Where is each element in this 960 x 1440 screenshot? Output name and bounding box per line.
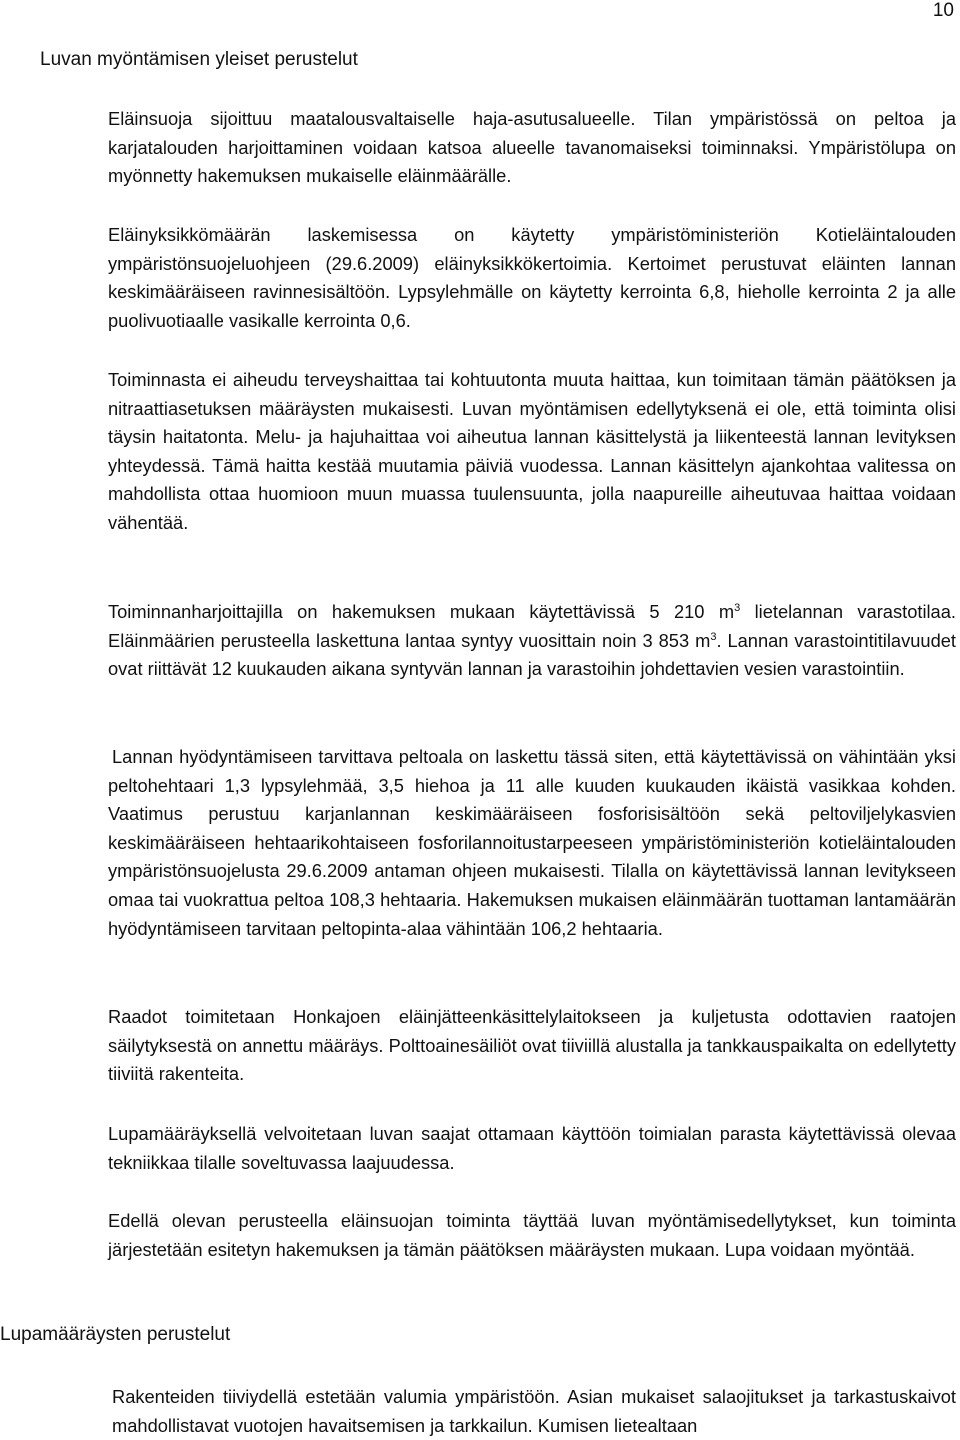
paragraph-carcasses: Raadot toimitetaan Honkajoen eläinjätteenkäsittelylaitokseen ja kuljetusta odottavien raatojen säilytyksestä on annettu määräys. Polttoainesäiliöt ovat tiiviillä alustalla ja tankkauspaikalta on edellytetty tiiviitä rakenteita. — [108, 1006, 956, 1085]
paragraph-conclusion: Edellä olevan perusteella eläinsuojan toiminta täyttää luvan myöntämisedellytykset, kun toiminta järjestetään esitetyn hakemuksen ja tämän päätöksen määräysten mukaan. Lupa voidaan myöntää. — [108, 1210, 956, 1260]
paragraph-manure-storage — [108, 598, 956, 684]
paragraph-nuisance: Toiminnasta ei aiheudu terveyshaittaa tai kohtuutonta muuta haittaa, kun toimitaan tämän päätöksen ja nitraattiasetuksen määräysten mukaisesti. Luvan myöntämisen edellytyksenä ei ole, että toiminta olisi täysin haitatonta. Melu- ja hajuhaittaa voi aiheutua lannan käsittelystä ja liikenteestä lannan levityksen yhteydessä. Tämä haitta kestää muutamia päiviä vuodessa. Lannan käsittelyn ajankohtaa valitessa on mahdollista ottaa huomioon muun muassa tuulensuunta, jolla naapureille aiheutuvaa haittaa voidaan vähentää. — [108, 369, 956, 533]
paragraph-animal-units: Eläinyksikkömäärän laskemisessa on käytetty ympäristöministeriön Kotieläintalouden ympäristönsuojeluohjeen (29.6.2009) eläinyksikkökertoimia. Kertoimet perustuvat eläinten lannan keskimääräiseen ravinnesisältöön. Lypsylehmälle on käytetty kerrointa 6,8, hieholle kerrointa 2 ja alle puolivuotiaalle vasikalle kerrointa 0,6. — [108, 224, 956, 331]
storage-text-3: . Lannan varastointitilavuudet ovat riittävät 12 kuukauden aikana syntyvän lannan ja varastoihin johdettavien vesien varastointiin. — [108, 629, 956, 680]
superscript-3: 3 — [734, 602, 741, 614]
storage-text-2: lietelannan varastotilaa. Eläinmäärien perusteella laskettuna lantaa syntyy vuosittain noin 3 853 m — [108, 601, 956, 651]
paragraph-structures: Rakenteiden tiiviydellä estetään valumia ympäristöön. Asian mukaiset salaojitukset ja tarkastuskaivot mahdollistavat vuotojen havaitsemisen ja tarkkailun. Kumisen lietealtaan — [112, 1386, 956, 1436]
paragraph-bat: Lupamääräyksellä velvoitetaan luvan saajat ottamaan käyttöön toimialan parasta käytettävissä olevaa tekniikkaa tilalle soveltuvassa laajuudessa. — [108, 1123, 956, 1173]
section-heading-regulation-grounds: Lupamääräysten perustelut — [0, 1324, 231, 1345]
storage-text-1: Toiminnanharjoittajilla on hakemuksen mukaan käytettävissä 5 210 m — [108, 601, 735, 622]
paragraph-field-area: Lannan hyödyntämiseen tarvittava peltoala on laskettu tässä siten, että käytettävissä on vähintään yksi peltohehtaari 1,3 lypsylehmää, 3,5 hiehoa ja 11 alle kuuden kuukauden ikäistä vasikkaa kohden. Vaatimus perustuu karjanlannan keskimääräiseen fosforisisältöön sekä peltoviljelykasvien keskimääräiseen hehtaarikohtaiseen fosforilannoitustarpeeseen ympäristöministeriön kotieläintalouden ympäristönsuojelusta 29.6.2009 antaman ohjeen mukaisesti. Tilalla on käytettävissä lannan levitykseen omaa tai vuokrattua peltoa 108,3 hehtaaria. Hakemuksen mukaisen eläinmäärän tuottaman lantamäärän hyödyntämiseen tarvitaan peltopinta-alaa vähintään 106,2 hehtaaria. — [108, 746, 956, 939]
superscript-3: 3 — [710, 630, 717, 643]
paragraph-location: Eläinsuoja sijoittuu maatalousvaltaiselle haja-asutusalueelle. Tilan ympäristössä on peltoa ja karjatalouden harjoittaminen voidaan katsoa alueelle tavanomaiseksi toiminnaksi. Ympäristölupa on myönnetty hakemuksen mukaiselle eläinmäärälle. — [108, 108, 956, 187]
section-heading-permit-grounds: Luvan myöntämisen yleiset perustelut — [40, 49, 358, 70]
page-number: 10 — [932, 0, 954, 21]
